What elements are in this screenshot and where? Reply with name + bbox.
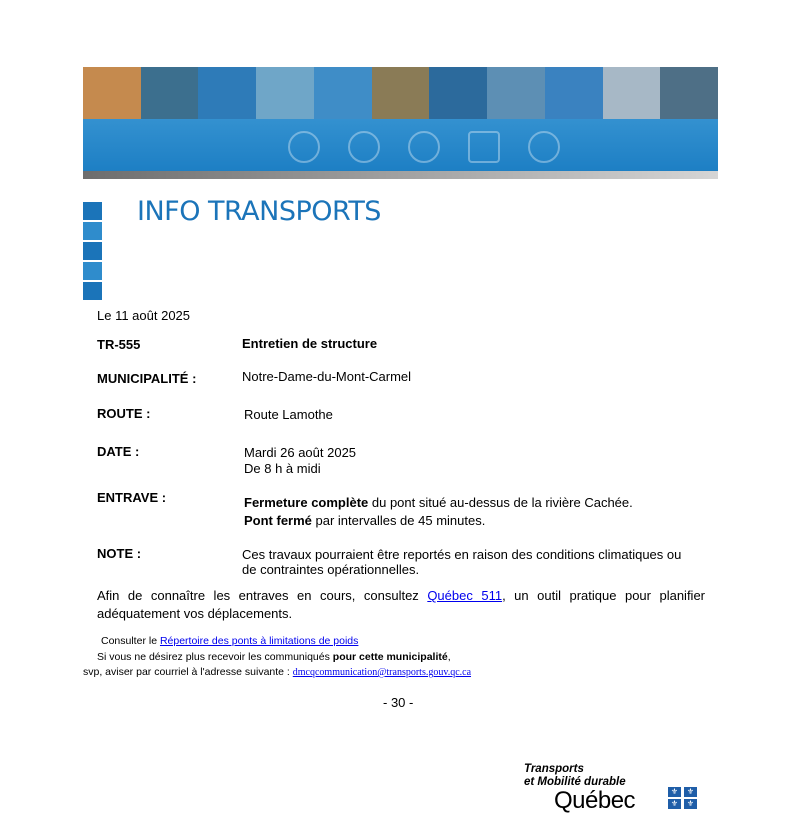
notice-subject: Entretien de structure [242,336,378,351]
info-paragraph [97,587,705,623]
unsubscribe-text-bold: pour cette municipalité [332,651,448,663]
unsubscribe-text-c: , [447,651,451,663]
banner-photo-tile [256,67,314,119]
municipality-value: Notre-Dame-du-Mont-Carmel [242,369,412,384]
route-label: ROUTE : [97,406,151,421]
header-banner [83,67,718,171]
logo-line-1: Transports [524,763,584,775]
bridges-directory-link[interactable]: Répertoire des ponts à limitations de poids [159,635,359,647]
date-label: DATE : [97,444,140,459]
side-block [83,282,102,300]
banner-icons [83,123,718,167]
logo-name: Québec [554,787,636,814]
banner-photo-tile [314,67,372,119]
511-icon [468,131,500,163]
entrave-line-1 [244,494,633,511]
banner-photo-tile [429,67,487,119]
banner-photo-tile [198,67,256,119]
banner-photo-tile [83,67,141,119]
road-icon [528,131,560,163]
page-number: - 30 - [383,695,414,710]
bridge-icon [348,131,380,163]
quebec-logo [524,763,695,814]
banner-photo-strip [83,67,718,119]
banner-photo-tile [545,67,603,119]
paragraph-text-after: , un outil pratique pour planifier adéquatement vos déplacements. [97,588,706,621]
consult-prefix: Consulter le [101,635,160,647]
note-line-1: Ces travaux pourraient être reportés en raison des conditions climatiques ou [242,547,682,562]
consult-line [101,634,358,648]
unsubscribe-line-2 [83,665,471,680]
banner-photo-tile [603,67,661,119]
side-block [83,202,102,220]
entrave-bold-1: Fermeture complète [244,495,369,510]
fleur-de-lis-flag-icon: ⚜ ⚜ ⚜ ⚜ [668,787,697,809]
side-block [83,222,102,240]
publication-date: Le 11 août 2025 [97,308,191,323]
note-line-2: de contraintes opérationnelles. [242,562,420,577]
title-side-blocks [83,202,102,302]
banner-photo-tile [660,67,718,119]
paragraph-text-before: Afin de connaître les entraves en cours, consultez [97,588,428,603]
municipality-label: MUNICIPALITÉ : [97,371,197,386]
route-value: Route Lamothe [244,407,333,422]
entrave-text-2: par intervalles de 45 minutes. [311,513,486,528]
entrave-line-2 [244,512,485,529]
entrave-bold-2: Pont fermé [244,513,312,528]
banner-photo-tile [141,67,199,119]
date-line-1: Mardi 26 août 2025 [244,445,357,460]
notice-id: TR-555 [97,337,141,352]
entrave-text-1: du pont situé au-dessus de la rivière Cachée. [368,495,633,510]
entrave-label: ENTRAVE : [97,490,167,505]
banner-photo-tile [372,67,430,119]
date-line-2: De 8 h à midi [244,461,321,476]
email-link[interactable]: dmcqcommunication@transports.gouv.qc.ca [292,667,472,678]
side-block [83,262,102,280]
unsubscribe-text-2: svp, aviser par courriel à l'adresse suivante : [83,666,293,678]
unsubscribe-line-1 [97,650,451,664]
side-block [83,242,102,260]
banner-shadow [83,171,718,179]
page-title: INFO TRANSPORTS [137,196,381,227]
quebec-511-link[interactable]: Québec 511 [427,588,503,603]
traffic-icon [408,131,440,163]
car-icon [288,131,320,163]
banner-photo-tile [487,67,545,119]
unsubscribe-text-a: Si vous ne désirez plus recevoir les communiqués [97,651,333,663]
logo-line-2: et Mobilité durable [524,776,626,788]
note-label: NOTE : [97,546,142,561]
